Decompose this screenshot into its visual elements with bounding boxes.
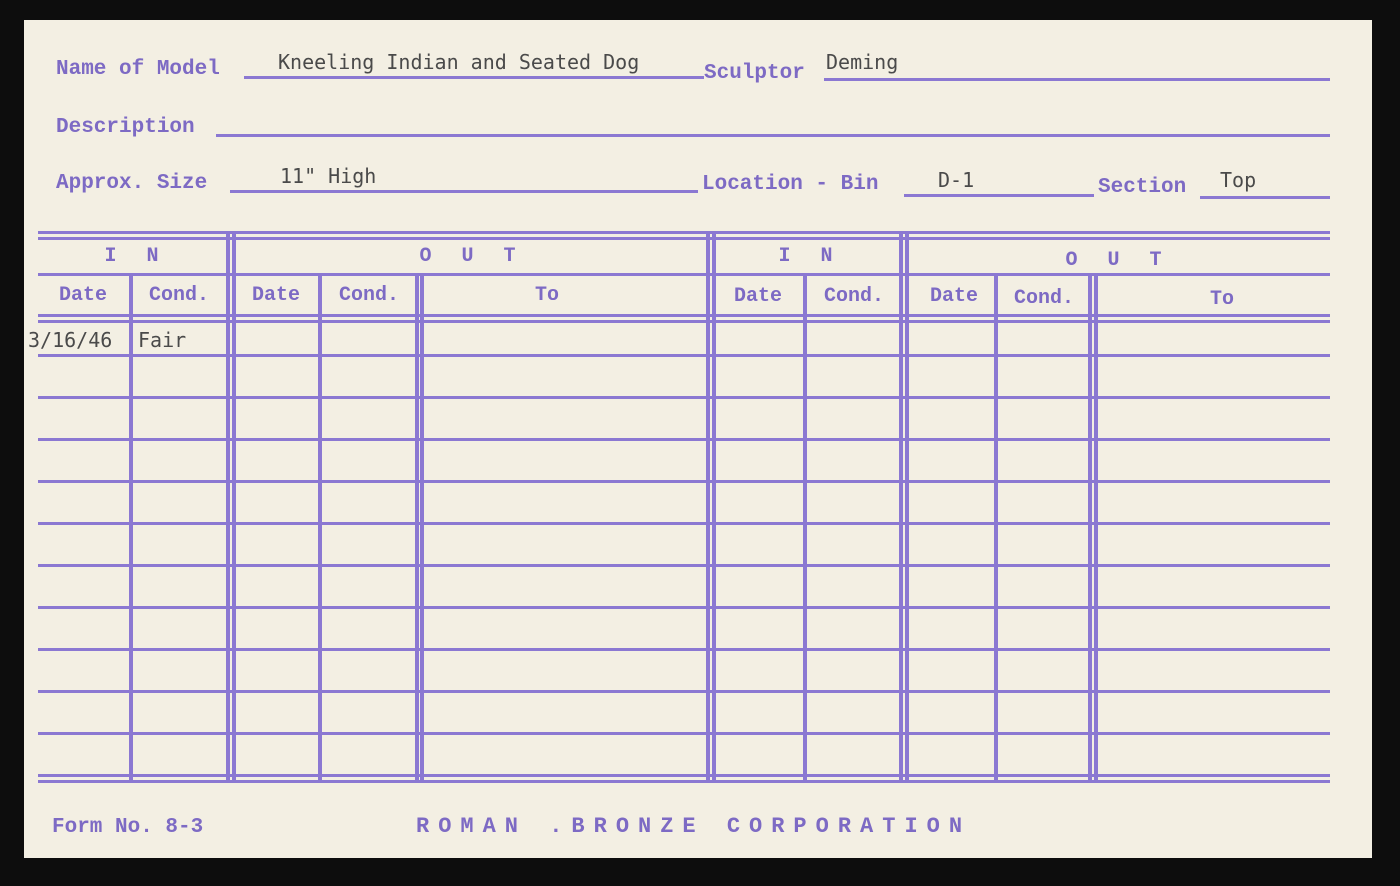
sculptor-label: Sculptor — [704, 62, 805, 85]
column-header-cond: Cond. — [1013, 287, 1075, 310]
group-header-in: I N — [104, 245, 168, 268]
table-bottom-rule-2 — [38, 780, 1330, 783]
column-divider — [994, 275, 998, 780]
table-cell-cond-in: Fair — [138, 328, 187, 352]
group-divider — [899, 233, 903, 780]
group-divider-2 — [905, 233, 909, 780]
name-of-model-label: Name of Model — [56, 58, 220, 81]
section-underline — [1200, 196, 1330, 199]
column-divider-2 — [420, 275, 424, 780]
group-divider — [226, 233, 230, 780]
column-divider — [318, 275, 322, 780]
group-header-out: O U T — [419, 245, 525, 268]
column-header-to: To — [1209, 288, 1235, 311]
approx-size-value: 11" High — [280, 164, 377, 188]
column-header-date: Date — [929, 285, 979, 308]
column-divider — [415, 275, 419, 780]
column-divider — [803, 275, 807, 780]
location-underline — [904, 194, 1094, 197]
name-underline — [244, 76, 704, 79]
name-of-model-value: Kneeling Indian and Seated Dog — [278, 50, 640, 74]
column-header-date: Date — [58, 284, 108, 307]
group-divider-2 — [712, 233, 716, 780]
approx-size-label: Approx. Size — [56, 172, 208, 195]
column-header-cond: Cond. — [823, 285, 885, 308]
column-header-cond: Cond. — [338, 284, 400, 307]
section-label: Section — [1098, 176, 1187, 199]
sculptor-underline — [824, 78, 1330, 81]
column-divider — [1088, 275, 1092, 780]
form-number: Form No. 8-3 — [52, 816, 204, 839]
section-value: Top — [1220, 168, 1257, 192]
group-header-out: O U T — [1065, 249, 1171, 272]
column-header-date: Date — [251, 284, 301, 307]
group-header-in: I N — [778, 245, 842, 268]
index-card — [24, 20, 1372, 858]
column-header-to: To — [534, 284, 560, 307]
column-divider — [129, 275, 133, 780]
location-bin-value: D-1 — [938, 168, 975, 192]
sculptor-value: Deming — [826, 50, 899, 74]
description-underline — [216, 134, 1330, 137]
size-underline — [230, 190, 698, 193]
group-divider-2 — [232, 233, 236, 780]
description-label: Description — [56, 116, 195, 139]
column-header-cond: Cond. — [148, 284, 210, 307]
column-divider-2 — [1094, 275, 1098, 780]
location-bin-label: Location - Bin — [702, 173, 879, 196]
column-header-date: Date — [733, 285, 783, 308]
group-divider — [706, 233, 710, 780]
table-cell-date-in: 3/16/46 — [28, 328, 113, 352]
company-name: ROMAN .BRONZE CORPORATION — [416, 814, 972, 839]
